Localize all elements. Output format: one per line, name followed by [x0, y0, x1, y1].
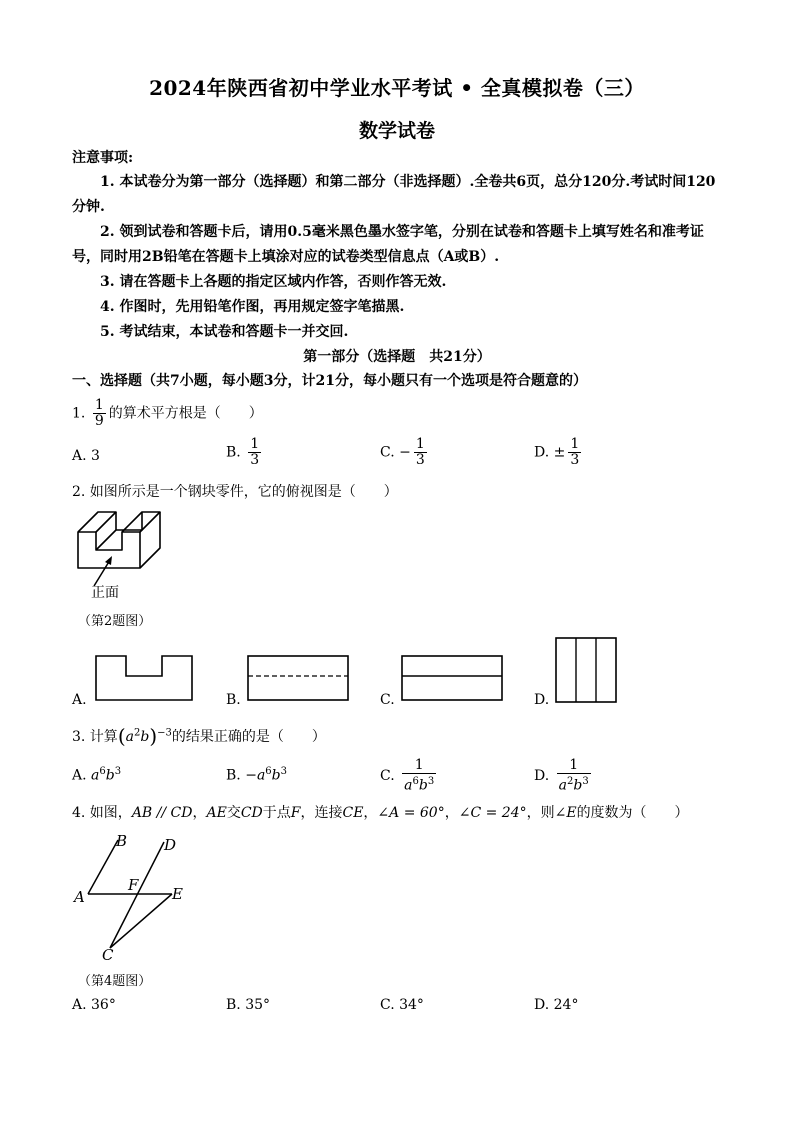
- q1-option-b: [226, 437, 264, 468]
- point-d-label: D: [164, 836, 177, 854]
- note-item-3: 3. 请在答题卡上各题的指定区域内作答，否则作答无效.: [100, 274, 447, 290]
- notes-heading: 注意事项:: [72, 150, 134, 166]
- block-right-side: [140, 512, 160, 568]
- q1-c-den: 3: [415, 452, 425, 468]
- q4-text-5: ，连接: [300, 805, 343, 821]
- q4-option-d: D. 24°: [534, 997, 579, 1013]
- note-item-5: 5. 考试结束，本试卷和答题卡一并交回.: [100, 324, 349, 340]
- page-title: 2024年陕西省初中学业水平考试 • 全真模拟卷（三）: [149, 76, 645, 100]
- q4-angle-e: ∠E: [554, 805, 577, 821]
- note-item-1: 1. 本试卷分为第一部分（选择题）和第二部分（非选择题）.全卷共6页，总分120分.考试时间120分钟.: [72, 174, 716, 215]
- q1-b-den: 3: [250, 452, 260, 468]
- q4-angle-a: ∠A = 60°: [377, 805, 445, 821]
- q1-option-a: A. 3: [72, 448, 100, 464]
- q4-text-9: 的度数为（ ）: [576, 805, 689, 821]
- q2-option-c-figure: [400, 654, 506, 704]
- q3-option-b: B. $-a^6b^3$: [226, 766, 288, 784]
- q3-option-a: A. $a^6b^3$: [72, 766, 122, 784]
- q3-option-c-label: C.: [380, 767, 395, 784]
- q1-option-c-sign: −: [399, 444, 411, 461]
- q2-figure-label: 正面: [91, 585, 119, 601]
- question-1: [72, 398, 263, 429]
- block-slot-inner: [96, 512, 142, 550]
- q1-option-d-sign: ±: [553, 444, 566, 461]
- q4-option-c: C. 34°: [380, 997, 424, 1013]
- q3-exponent: −3: [157, 727, 172, 739]
- q1-frac-den: 9: [94, 413, 104, 429]
- front-arrow-head: [105, 556, 112, 565]
- q2-option-a-label: A.: [72, 692, 87, 708]
- q3-option-c: [380, 758, 439, 794]
- q4-ab-cd: AB // CD: [131, 805, 193, 821]
- block-right-top: [122, 512, 160, 532]
- q3-option-a-label: A.: [72, 767, 87, 784]
- q1-option-b-fraction: [248, 437, 261, 468]
- q4-text-2: ，: [192, 805, 207, 821]
- q3-option-d-label: D.: [534, 767, 550, 784]
- q4-text-3: 交: [226, 805, 241, 821]
- q2-caption: （第2题图）: [78, 614, 152, 629]
- q4-text-8: ，则: [526, 805, 555, 821]
- q4-geometry-figure: [68, 830, 198, 965]
- q4-caption: （第4题图）: [78, 974, 152, 989]
- q3-prefix: 3. 计算: [72, 729, 118, 745]
- q1-frac-num: 1: [94, 397, 104, 413]
- q4-option-b: B. 35°: [226, 997, 271, 1013]
- point-c-label: C: [102, 946, 114, 964]
- block-left-top: [78, 512, 116, 532]
- q2-option-d-figure: [554, 636, 620, 706]
- q1-option-c-label: C.: [380, 444, 395, 461]
- q1-d-num: 1: [570, 436, 580, 452]
- part1-heading: 第一部分（选择题 共21分）: [303, 349, 491, 365]
- q2-option-b-label: B.: [226, 692, 241, 708]
- q4-text-7: ，: [444, 805, 459, 821]
- q4-angle-c: ∠C = 24°: [458, 805, 527, 821]
- q1-d-den: 3: [570, 452, 580, 468]
- segment-ab: [88, 840, 118, 894]
- q1-option-d-fraction: [568, 437, 581, 468]
- q3-option-c-fraction: $\frac{1}{a^6b^3}$: [404, 757, 435, 794]
- q1-number: 1.: [72, 405, 86, 422]
- q1-c-num: 1: [415, 436, 425, 452]
- q4-ce: CE: [342, 805, 364, 821]
- point-e-label: E: [172, 885, 183, 903]
- note-item-4: 4. 作图时，先用铅笔作图，再用规定签字笔描黑.: [100, 299, 405, 315]
- q2-option-d-label: D.: [534, 692, 550, 708]
- q2-option-b-figure: [246, 654, 352, 704]
- q4-option-a: A. 36°: [72, 997, 116, 1013]
- q1-fraction: [93, 398, 106, 429]
- q4-text-6: ，: [363, 805, 378, 821]
- q4-text-4: 于点: [262, 805, 291, 821]
- q1-b-num: 1: [250, 436, 260, 452]
- point-b-label: B: [116, 832, 128, 850]
- section-heading: 一、选择题（共7小题，每小题3分，计21分，每小题只有一个选项是符合题意的）: [72, 373, 587, 389]
- q4-ae: AE: [206, 805, 227, 821]
- q4-cd: CD: [240, 805, 263, 821]
- question-2-text: 2. 如图所示是一个钢块零件，它的俯视图是（ ）: [72, 484, 398, 500]
- question-3: 3. 计算$(a^2b)^{-3}$的结果正确的是（ ）: [72, 724, 326, 748]
- q3-option-d: [534, 758, 594, 794]
- segment-ce: [110, 894, 172, 948]
- q3-suffix: 的结果正确的是（ ）: [171, 729, 326, 745]
- q3-option-b-sign: −: [245, 767, 257, 784]
- q3-d-num: 1: [557, 758, 591, 774]
- q4-text-1: 4. 如图，: [72, 805, 132, 821]
- q3-option-b-label: B.: [226, 767, 241, 784]
- q3-c-num: 1: [402, 758, 436, 774]
- q1-option-b-label: B.: [226, 444, 241, 461]
- question-4: [72, 802, 689, 822]
- q2-option-a-figure: [94, 654, 196, 704]
- page-subtitle: 数学试卷: [358, 120, 435, 142]
- q1-option-c: [380, 437, 430, 468]
- steel-block-3d-figure: [72, 506, 182, 602]
- q1-option-c-fraction: [414, 437, 427, 468]
- note-item-2: 2. 领到试卷和答题卡后，请用0.5毫米黑色墨水签字笔，分别在试卷和答题卡上填写姓名和准考证号，同时用2B铅笔在答题卡上填涂对应的试卷类型信息点（A或B）.: [72, 224, 704, 265]
- q3-option-d-fraction: $\frac{1}{a^2b^3}$: [558, 757, 589, 794]
- q4-f: F: [290, 805, 301, 821]
- q1-option-d: [534, 437, 584, 468]
- q2-option-c-label: C.: [380, 692, 395, 708]
- point-f-label: F: [128, 876, 139, 894]
- point-a-label: A: [74, 888, 85, 906]
- q1-option-d-label: D.: [534, 444, 550, 461]
- segment-cd: [110, 842, 164, 948]
- q1-text: 的算术平方根是（ ）: [108, 405, 263, 422]
